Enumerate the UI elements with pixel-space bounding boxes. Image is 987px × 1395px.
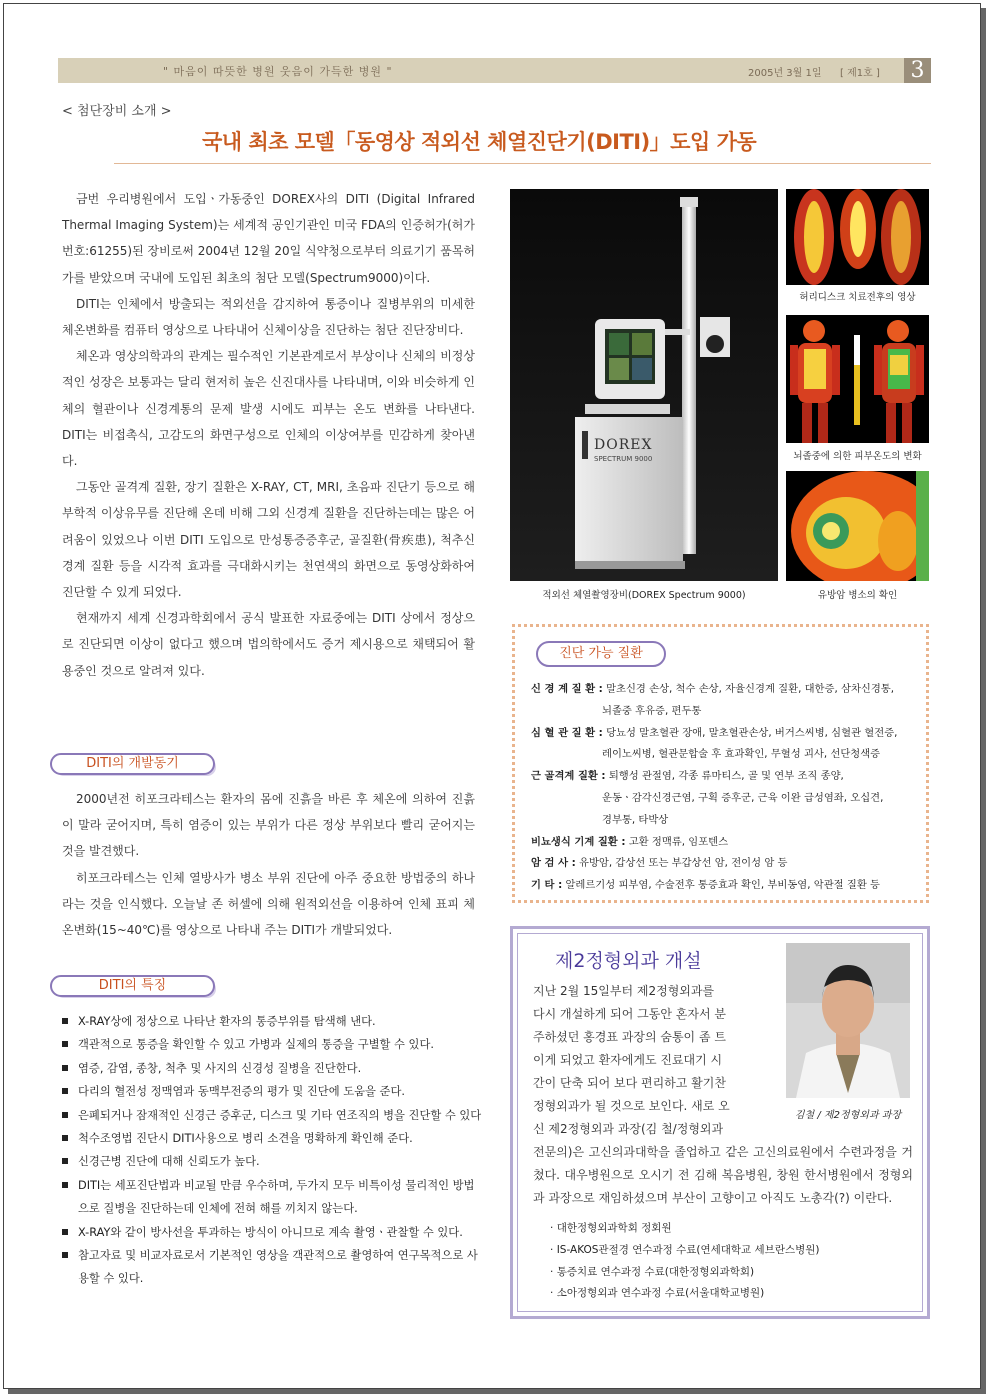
thermal-image-body [786, 315, 929, 443]
list-item: · 대한정형외과학회 정회원 [550, 1218, 820, 1240]
disease-row-cont: 운동ㆍ감각신경근염, 구획 증후군, 근육 이완 급성염좌, 오십견, [602, 791, 884, 804]
header-date: 2005년 3월 1일 [748, 68, 822, 79]
disease-row: 암 검 사 : 유방암, 갑상선 또는 부갑상선 암, 전이성 암 등 [531, 857, 788, 870]
paragraph: 체온과 영상의학과의 관계는 필수적인 기본관계로서 부상이나 신체의 비정상적인 성장은 보통과는 달리 현저히 높은 신진대사를 나타내며, 이와 비슷하게 인체의 혈관이나 신경계통의 문제 발생 시에도 피부는 온도 변화를 나타낸다. DITI는 비접촉식, 고감도의 화면구성으로 인체의 이상여부를 민감하게 찾아낸다. [62, 349, 475, 469]
career-list [550, 1218, 820, 1305]
article-body [62, 186, 475, 684]
list-item: DITI는 세포진단법과 비교될 만큼 우수하며, 두가지 모두 비특이성 물리적인 방법으로 질병을 진단하는데 인체에 전혀 해를 끼치지 않는다. [62, 1174, 482, 1221]
thermal3-caption: 유방암 병소의 확인 [817, 590, 898, 601]
motive-heading-label: DITI의 개발동기 [86, 756, 179, 771]
disease-row-cont: 뇌졸중 후유증, 편두통 [602, 704, 702, 717]
paragraph: DITI는 인체에서 방출되는 적외선을 감지하여 통증이나 질병부위의 미세한 체온변화를 컴퓨터 영상으로 나타내어 신체이상을 진단하는 첨단 진단장비다. [62, 296, 475, 338]
thermal2-caption: 뇌졸중에 의한 피부온도의 변화 [793, 451, 922, 462]
page-number: 3 [904, 58, 931, 83]
paragraph: 그동안 골격계 질환, 장기 질환은 X-RAY, CT, MRI, 초음파 진단기 등으로 해부학적 이상유무를 진단해 온데 비해 그외 신경계 질환을 진단하는데는 많은 어려움이 있었으나 이번 DITI 도입으로 만성통증증후군, 골질환(骨疾患), 척추신경계 질환 등을 시각적 효과를 극대화시키는 천연색의 화면으로 동영상화하여 진단할 수 있게 되었다. [62, 480, 475, 600]
list-item: 염증, 감염, 종창, 척추 및 사지의 신경성 질병을 진단한다. [62, 1057, 482, 1080]
diseases-list [531, 679, 921, 897]
list-item: 다리의 혈전성 정맥염과 동맥부전증의 평가 및 진단에 도움을 준다. [62, 1080, 482, 1103]
disease-row: 심 혈 관 질 환 : 당뇨성 말초혈관 장애, 말초혈관손상, 버거스씨병, 심혈관 혈전증, [531, 726, 898, 739]
disease-row-cont: 경부통, 타박상 [602, 813, 669, 826]
doctor-photo [786, 943, 910, 1098]
motive-body [62, 786, 475, 943]
list-item: 신경근병 진단에 대해 신뢰도가 높다. [62, 1150, 482, 1173]
paragraph: 히포크라테스는 인체 열방사가 병소 부위 진단에 아주 중요한 방법중의 하나라는 것을 인식했다. 오늘날 존 허셀에 의해 원적외선을 이용하여 인체 표피 체온변화(15~40℃)를 영상으로 나타내 주는 DITI가 개발되었다. [62, 870, 475, 938]
disease-row: 신 경 계 질 환 : 말초신경 손상, 척수 손상, 자율신경계 질환, 대한증, 삼차신경통, [531, 683, 895, 695]
page-shadow-bottom [8, 1389, 986, 1394]
disease-row: 근 골격계 질환 : 퇴행성 관절염, 각종 류마티스, 골 및 연부 조직 종양, [531, 770, 844, 783]
machine-photo [510, 189, 778, 581]
list-item: · 통증치료 연수과정 수료(대한정형외과학회) [550, 1262, 820, 1284]
features-heading [50, 975, 215, 997]
diseases-heading-label: 진단 가능 질환 [559, 646, 643, 661]
diseases-heading [536, 641, 666, 667]
header-motto: " 마음이 따뜻한 병원 웃음이 가득한 병원 " [163, 65, 393, 78]
machine-caption: 적외선 체열촬영장비(DOREX Spectrum 9000) [542, 590, 746, 601]
disease-row: 비뇨생식 기계 질환 : 고환 정맥류, 임포텐스 [531, 835, 729, 848]
header-issue: [ 제1호 ] [840, 68, 880, 79]
paragraph: 금번 우리병원에서 도입ㆍ가동중인 DOREX사의 DITI (Digital Infrared Thermal Imaging System)는 세계적 공인기관인 미국 FDA의 인증허가(허가번호:61255)된 장비로써 2004년 12월 20일 식약청으로부터 의료기기 품목허가를 받았으며 국내에 도입된 최초의 첨단 모델(Spectrum9000)이다. [62, 192, 475, 285]
thermal-image-back [786, 189, 929, 285]
list-item: 척수조영법 진단시 DITI사용으로 병리 소견을 명확하게 확인해 준다. [62, 1127, 482, 1150]
doctor-caption: 김철 / 제2정형외과 과장 [794, 1110, 902, 1121]
title-divider [114, 163, 931, 164]
page-shadow-right [981, 8, 986, 1394]
disease-row: 기 타 : 알레르기성 피부염, 수술전후 통증효과 확인, 부비동염, 악관절 질환 등 [531, 879, 880, 892]
article-title: 국내 최초 모델「동영상 적외선 체열진단기(DITI)」도입 가동 [202, 130, 757, 154]
list-item: X-RAY와 같이 방사선을 투과하는 방식이 아니므로 계속 촬영ㆍ관찰할 수 있다. [62, 1221, 482, 1244]
thermal1-caption: 허리디스크 치료전후의 영상 [799, 292, 916, 303]
clinic-text: 지난 2월 15일부터 제2정형외과를 다시 개설하게 되어 그동안 혼자서 분 주하셨던 홍경표 과장의 숨통이 좀 트 이게 되었고 환자에게도 진료대기 시 간이 단축 되어 보다 편리하고 활기찬 정형외과가 될 것으로 보인다. 새로 오 신 제2정형외과 과장(김 철/정형외과 전문의)은 고신의과대학을 졸업하고 같은 고신의료원에서 수련과정을 거쳤다. 대우병원으로 오시기 전 김해 복음병원, 창원 한서병원에서 정형외과 과장으로 재임하셨으며 부산이 고향이고 아직도 노총각(?) 이란다. [533, 984, 913, 1205]
paragraph: 현재까지 세계 신경과학회에서 공식 발표한 자료중에는 DITI 상에서 정상으로 진단되면 이상이 없다고 했으며 법의학에서도 증거 제시용으로 채택되어 활용중인 것으로 알려져 있다. [62, 611, 475, 678]
list-item: · IS-AKOS관절경 연수과정 수료(연세대학교 세브란스병원) [550, 1240, 820, 1262]
clinic-title: 제2정형외과 개설 [555, 950, 702, 972]
section-tag: < 첨단장비 소개 > [62, 104, 172, 119]
list-item: 은폐되거나 잠재적인 신경근 증후군, 디스크 및 기타 연조직의 병을 진단할 수 있다 [62, 1104, 482, 1127]
list-item: · 소아정형외과 연수과정 수료(서울대학교병원) [550, 1283, 820, 1305]
thermal-image-breast [786, 471, 929, 581]
features-heading-label: DITI의 특징 [98, 978, 167, 993]
disease-row-cont: 레이노씨병, 혈관문합술 후 효과확인, 무혈성 괴사, 선단청색증 [602, 748, 881, 761]
paragraph: 2000년전 히포크라테스는 환자의 몸에 진흙을 바른 후 체온에 의하여 진흙이 말라 굳어지며, 특히 염증이 있는 부위가 다른 정상 부위보다 빨리 굳어지는 것을 발견했다. [62, 792, 475, 859]
machine-model: SPECTRUM 9000 [594, 455, 653, 463]
motive-heading [50, 753, 215, 775]
list-item: 참고자료 및 비교자료로서 기본적인 영상을 객관적으로 촬영하여 연구목적으로 사용할 수 있다. [62, 1244, 482, 1291]
features-list [62, 1010, 482, 1291]
machine-brand: DOREX [594, 437, 653, 453]
list-item: 객관적으로 통증을 확인할 수 있고 가병과 실제의 통증을 구별할 수 있다. [62, 1033, 482, 1056]
newsletter-header [58, 58, 931, 83]
list-item: X-RAY상에 정상으로 나타난 환자의 통증부위를 탐색해 낸다. [62, 1010, 482, 1033]
